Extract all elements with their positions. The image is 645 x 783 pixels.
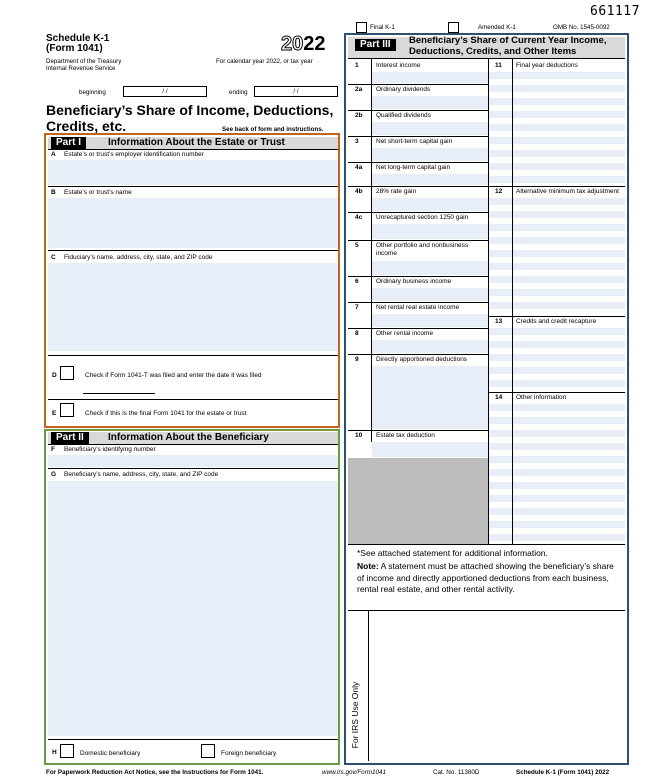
field-e-letter: E [52,410,57,417]
line-code-field[interactable] [489,85,512,92]
line-number: 6 [355,278,359,285]
line-value-field[interactable] [513,124,625,131]
line-code-field[interactable] [489,456,512,463]
field-h-letter: H [52,749,57,756]
line-value-field[interactable] [513,482,625,489]
line-value-field[interactable] [513,85,625,92]
row-divider [348,136,488,137]
line-label: Ordinary business income [376,278,452,285]
field-b-letter: B [51,189,56,196]
line-value-field[interactable] [513,289,625,296]
line-code-field[interactable] [489,495,512,502]
department-line1: Department of the Treasury [46,58,122,65]
department-line2: Internal Revenue Service [46,65,116,72]
line-code-field[interactable] [489,380,512,387]
part2-divider [48,739,338,740]
line-number: 9 [355,356,359,363]
line-value-field[interactable] [513,224,625,231]
calendar-year-label: For calendar year 2022, or tax year [216,58,313,65]
part1-divider [48,186,338,187]
tax-year [281,33,326,56]
part1-divider [48,149,338,150]
line-value-field[interactable] [513,137,625,144]
line-code-field[interactable] [489,276,512,283]
row-divider [348,430,488,431]
line-code-field[interactable] [489,404,512,411]
line-value-field[interactable] [513,328,625,335]
line-value-field[interactable] [513,469,625,476]
line-value-field[interactable] [372,261,488,275]
line-label: Qualified dividends [376,112,431,119]
part1-divider [48,355,338,356]
omb-number: OMB No. 1545-0092 [553,24,610,31]
line-label: Net short-term capital gain [376,138,453,145]
line-value-field[interactable] [513,521,625,528]
schedule-title: Schedule K-1 [46,33,110,44]
line-value-field[interactable] [513,417,625,424]
estate-name-field[interactable] [48,198,338,248]
note-paragraph [357,561,619,596]
part1-tag: Part I [51,137,86,149]
row-divider [488,316,625,317]
line-number: 12 [495,188,503,195]
line-code-field[interactable] [489,198,512,205]
line-value-field[interactable] [513,404,625,411]
part2-title: Information About the Beneficiary [108,432,269,443]
beginning-date-field[interactable]: / / [123,86,207,97]
line-value-field[interactable] [372,224,488,239]
row-divider [348,84,488,85]
line-code-field[interactable] [489,137,512,144]
ending-date-field[interactable]: / / [254,86,338,97]
beneficiary-id-field[interactable] [48,455,338,467]
line-value-field[interactable] [372,96,488,109]
row-divider [348,354,488,355]
line-number: 4c [355,214,363,221]
line-label: Estate tax deduction [376,432,435,439]
line-value-field[interactable] [372,198,488,211]
line-value-field[interactable] [372,122,488,135]
form-1041t-checkbox[interactable] [60,366,74,380]
line-code-field[interactable] [489,237,512,244]
line-value-field[interactable] [513,237,625,244]
line-value-field[interactable] [513,302,625,309]
line-number: 8 [355,330,359,337]
field-g-letter: G [51,471,57,478]
line-value-field[interactable] [513,150,625,157]
tax-year-suffix: 22 [303,33,326,55]
line-label: Credits and credit recapture [516,318,597,325]
field-e-label: Check if this is the final Form 1041 for the estate or trust [85,410,247,417]
line-value-field[interactable] [513,456,625,463]
line-value-field[interactable] [372,366,488,429]
line-number: 7 [355,304,359,311]
field-c-letter: C [51,254,56,261]
line-label: Alternative minimum tax adjustment [516,188,619,195]
line-number: 4b [355,188,363,195]
amended-k1-checkbox[interactable] [448,22,459,33]
line-value-field[interactable] [513,111,625,118]
paperwork-notice: For Paperwork Reduction Act Notice, see the Instructions for Form 1041. [46,769,264,776]
line-value-field[interactable] [372,314,488,327]
field-a-letter: A [51,151,56,158]
foreign-beneficiary-checkbox[interactable] [201,744,215,758]
field-g-label: Beneficiary’s name, address, city, state, and ZIP code [64,471,219,478]
row-divider [348,162,488,163]
main-title-line1: Beneficiary’s Share of Income, Deductions, [46,102,334,118]
line-number: 2b [355,112,363,119]
line-number: 10 [355,432,363,439]
line-label: Ordinary dividends [376,86,431,93]
line-code-field[interactable] [489,508,512,515]
see-back-note: See back of form and instructions. [222,126,324,133]
line-code-field[interactable] [489,150,512,157]
line-number: 2a [355,86,363,93]
final-k1-checkbox[interactable] [356,22,367,33]
part3-divider [348,610,625,611]
line-label: Net long-term capital gain [376,164,451,171]
amended-k1-label: Amended K-1 [478,24,516,31]
line-value-field[interactable] [372,288,488,301]
final-k1-label: Final K-1 [370,24,395,31]
line-value-field[interactable] [513,276,625,283]
part3-divider [348,58,625,59]
line-number: 11 [495,62,502,69]
line-value-field[interactable] [513,508,625,515]
field-c-label: Fiduciary’s name, address, city, state, and ZIP code [64,254,213,261]
field-d-label: Check if Form 1041-T was filed and enter the date it was filed [85,372,262,379]
field-f-letter: F [51,446,55,453]
line-value-field[interactable] [513,430,625,437]
line-label: Directly apportioned deductions [376,356,468,363]
attached-statement-note: *See attached statement for additional information. [357,548,548,558]
ein-field[interactable] [48,160,338,185]
line-code-field[interactable] [489,417,512,424]
line-code-field[interactable] [489,72,512,79]
row-divider [348,186,488,187]
line-label: 28% rate gain [376,188,417,195]
line-value-field[interactable] [513,495,625,502]
irs-use-only-label: For IRS Use Only [350,681,360,749]
line-value-field[interactable] [372,442,488,457]
final-1041-checkbox[interactable] [60,403,74,417]
line-value-field[interactable] [513,250,625,257]
form-identifier: Schedule K-1 (Form 1041) 2022 [516,769,610,776]
part1-divider [48,250,338,251]
line-code-field[interactable] [489,521,512,528]
line-number: 5 [355,242,359,249]
ending-label: ending [229,89,248,96]
line-label: Unrecaptured section 1250 gain [376,214,469,221]
irs-use-divider [368,610,369,761]
line-label: Interest income [376,62,421,69]
line-code-field[interactable] [489,163,512,170]
line-number: 4a [355,164,363,171]
row-divider [348,240,488,241]
fiduciary-address-field[interactable] [48,263,338,351]
line-code-field[interactable] [489,534,512,541]
line-value-field[interactable] [513,367,625,374]
line-value-field[interactable] [513,354,625,361]
line-code-field[interactable] [489,443,512,450]
line-code-field[interactable] [489,176,512,183]
line-value-field[interactable] [513,72,625,79]
line-value-field[interactable] [513,198,625,205]
line-code-field[interactable] [489,302,512,309]
line-code-field[interactable] [489,469,512,476]
line-value-field[interactable] [372,174,488,185]
gray-shaded-area [348,458,488,544]
form-title: (Form 1041) [46,43,103,54]
main-title-line2: Credits, etc. [46,118,127,134]
line-label: Other portfolio and nonbusiness income [376,242,469,257]
field-b-label: Estate’s or trust’s name [64,189,132,196]
line-code-field[interactable] [489,482,512,489]
cat-number: Cat. No. 11380D [433,769,480,776]
line-value-field[interactable] [372,72,488,83]
part3-title-line2: Deductions, Credits, and Other Items [409,46,577,57]
line-value-field[interactable] [513,341,625,348]
line-value-field[interactable] [513,211,625,218]
row-divider [348,110,488,111]
line-value-field[interactable] [513,163,625,170]
part2-tag: Part II [51,432,89,444]
line-label: Other information [516,394,567,401]
line-code-field[interactable] [489,354,512,361]
row-divider [348,276,488,277]
line-code-field[interactable] [489,289,512,296]
beneficiary-address-field[interactable] [48,481,338,736]
field-f-label: Beneficiary’s identifying number [64,446,156,453]
line-code-field[interactable] [489,263,512,270]
field-d-letter: D [52,372,57,379]
irs-url[interactable]: www.irs.gov/Form1041 [322,769,387,776]
line-code-field[interactable] [489,124,512,131]
line-value-field[interactable] [513,176,625,183]
line-code-field[interactable] [489,430,512,437]
line-value-field[interactable] [513,534,625,541]
field-a-label: Estate’s or trust’s employer identification number [64,151,204,158]
part3-title-line1: Beneficiary’s Share of Current Year Income, [409,35,607,46]
row-divider [348,212,488,213]
line-code-field[interactable] [489,250,512,257]
row-divider [348,328,488,329]
part2-divider [48,444,338,445]
note-text: A statement must be attached showing the beneficiary’s share of income and directly apportioned deductions from each business, rental real estate, and other rental activity. [357,561,614,594]
part2-divider [48,468,338,469]
line-value-field[interactable] [372,340,488,353]
line-code-field[interactable] [489,341,512,348]
line-value-field[interactable] [372,148,488,161]
row-divider [488,186,625,187]
beginning-label: beginning [79,89,106,96]
line-label: Other rental income [376,330,434,337]
line-number: 3 [355,138,359,145]
part3-divider [348,544,625,545]
line-value-field[interactable] [513,98,625,105]
line-number: 13 [495,318,503,325]
line-code-field[interactable] [489,328,512,335]
line-code-field[interactable] [489,111,512,118]
line-value-field[interactable] [513,263,625,270]
domestic-beneficiary-checkbox[interactable] [60,744,74,758]
line-label: Net rental real estate income [376,304,460,311]
line-label: Final year deductions [516,62,578,69]
line-code-field[interactable] [489,224,512,231]
line-code-field[interactable] [489,98,512,105]
row-divider [348,302,488,303]
note-bold: Note: [357,561,379,571]
part3-tag: Part III [355,39,396,51]
form-code-number: 661117 [590,4,640,19]
part1-divider [48,399,338,400]
line-number: 14 [495,394,503,401]
line-value-field[interactable] [513,443,625,450]
part1-title: Information About the Estate or Trust [108,137,285,148]
foreign-beneficiary-label: Foreign beneficiary [221,750,277,757]
line-number: 1 [355,62,359,69]
domestic-beneficiary-label: Domestic beneficiary [80,750,141,757]
line-code-field[interactable] [489,367,512,374]
line-value-field[interactable] [513,380,625,387]
row-divider [488,392,625,393]
form-1041t-date-line[interactable] [83,393,155,394]
tax-year-prefix: 20 [281,33,304,55]
line-code-field[interactable] [489,211,512,218]
